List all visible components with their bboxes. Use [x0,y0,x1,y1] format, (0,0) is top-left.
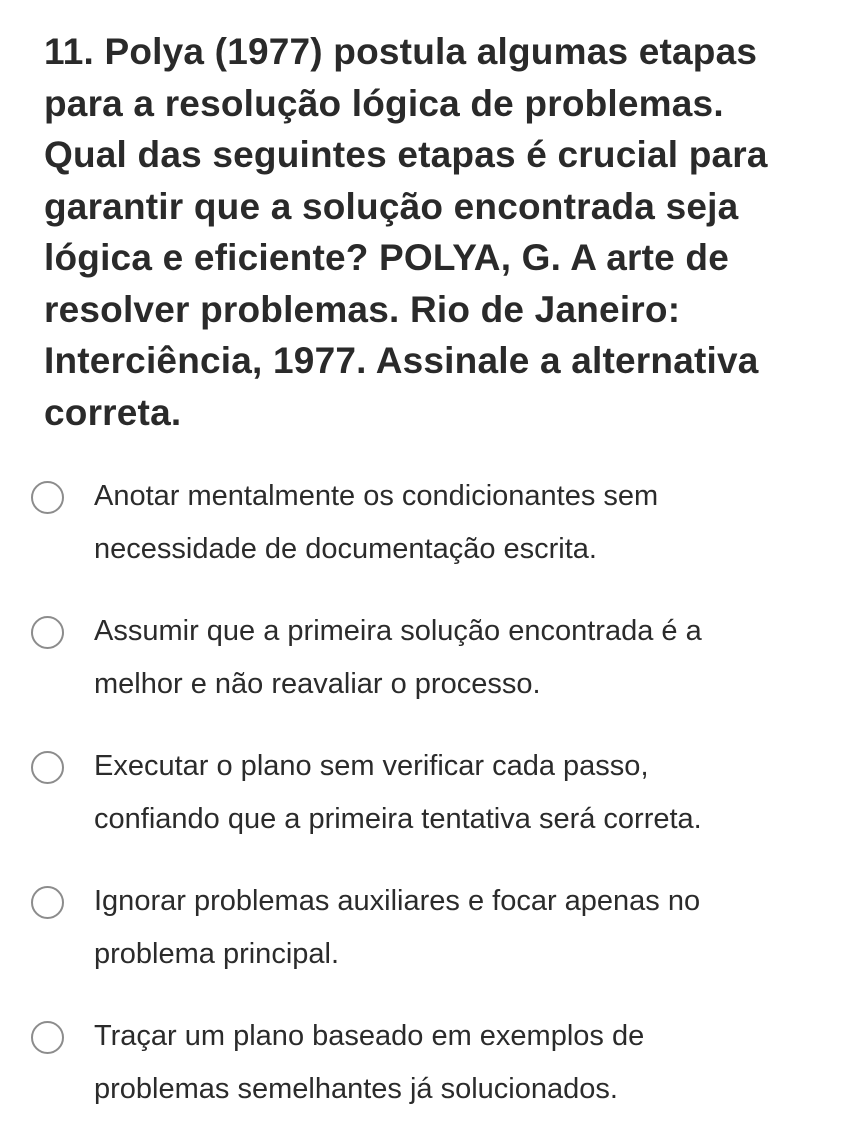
radio-button-icon[interactable] [31,616,64,649]
question-line: Interciência, 1977. Assinale a alternativa [44,340,759,381]
answer-option-line: Executar o plano sem verificar cada passo, [94,750,649,782]
answer-option-label[interactable] [94,470,814,576]
question-text [44,26,834,438]
radio-button-icon[interactable] [31,1021,64,1054]
question-line: correta. [44,391,182,433]
answer-option-line: Ignorar problemas auxiliares e focar apenas no [94,885,701,917]
answer-option-line: Assumir que a primeira solução encontrada é a [94,615,702,647]
answer-option-5[interactable] [0,998,847,1118]
answer-option-label[interactable] [94,875,814,981]
radio-button-icon[interactable] [31,751,64,784]
radio-button-icon[interactable] [31,886,64,919]
question-line: Qual das seguintes etapas é crucial para [44,134,768,175]
answer-option-label[interactable] [94,740,814,846]
answer-option-line: melhor e não reavaliar o processo. [94,668,541,700]
answer-option-line: Anotar mentalmente os condicionantes sem [94,480,659,512]
answer-option-line: necessidade de documentação escrita. [94,533,597,565]
answer-option-label[interactable] [94,605,814,711]
answer-option-4[interactable] [0,863,847,983]
answer-option-line: confiando que a primeira tentativa será correta. [94,803,702,835]
radio-button-icon[interactable] [31,481,64,514]
question-line: para a resolução lógica de problemas. [44,82,724,124]
answer-option-2[interactable] [0,593,847,713]
question-line: 11. Polya (1977) postula algumas etapas [44,31,758,72]
answer-option-line: problemas semelhantes já solucionados. [94,1073,618,1105]
answer-option-label[interactable] [94,1010,814,1116]
answer-option-1[interactable] [0,458,847,578]
answer-option-line: problema principal. [94,938,340,970]
answer-option-line: Traçar um plano baseado em exemplos de [94,1020,645,1052]
question-line: lógica e eficiente? POLYA, G. A arte de [44,237,730,278]
question-line: garantir que a solução encontrada seja [44,185,739,227]
question-line: resolver problemas. Rio de Janeiro: [44,288,681,330]
answer-option-3[interactable] [0,728,847,848]
